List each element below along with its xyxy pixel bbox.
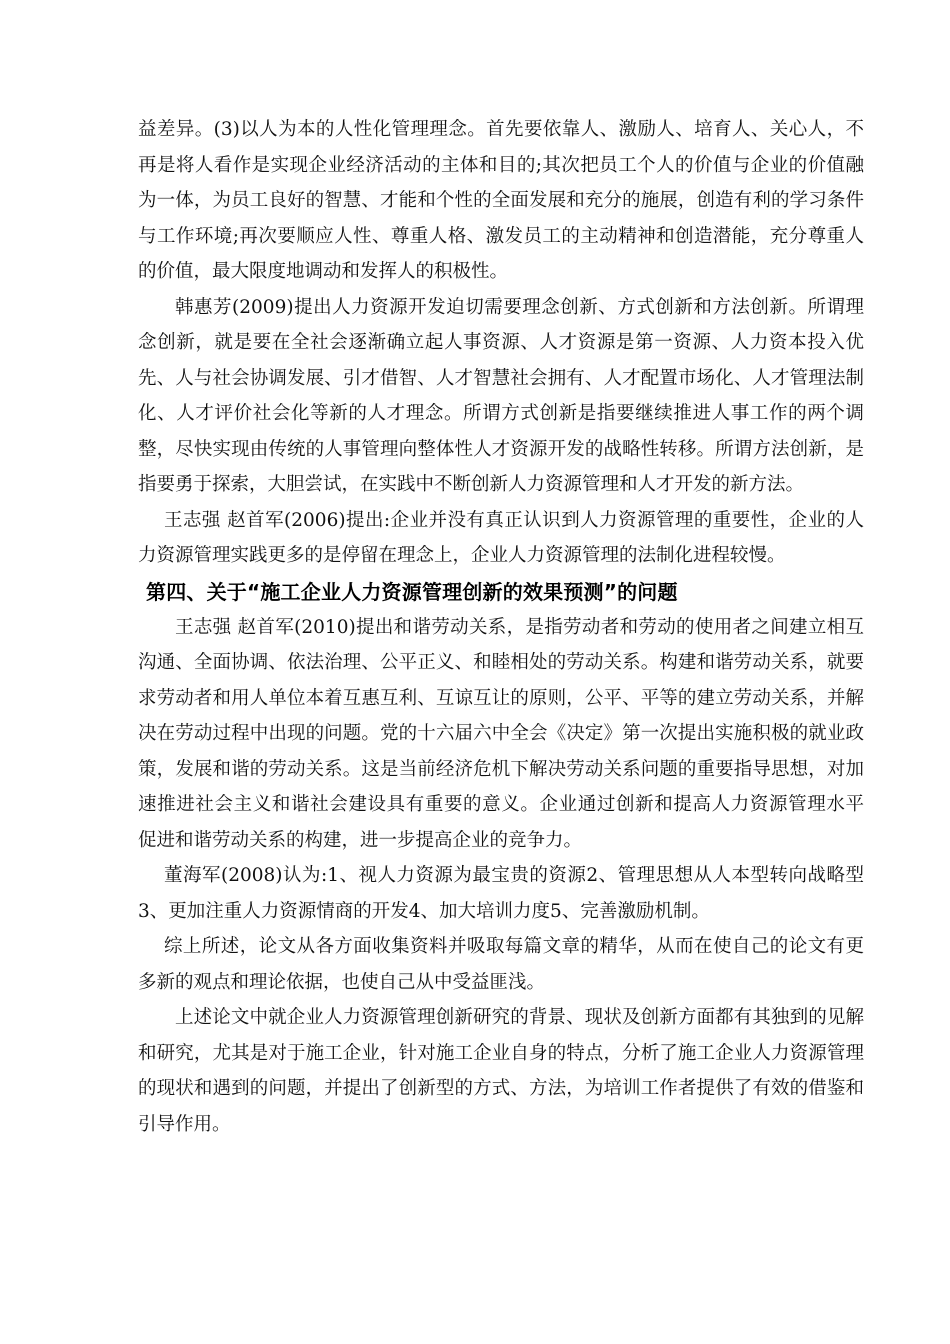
- paragraph-han-huifang: 韩惠芳(2009)提出人力资源开发迫切需要理念创新、方式创新和方法创新。所谓理念创新，就是要在全社会逐渐确立起人事资源、人才资源是第一资源、人力资本投入优先、人与社会协调发展、引才借智、人才智慧社会拥有、人才配置市场化、人才管理法制化、人才评价社会化等新的人才理念。所谓方式创新是指要继续推进人事工作的两个调整，尽快实现由传统的人事管理向整体性人才资源开发的战略性转移。所谓方法创新，是指要勇于探索，大胆尝试，在实践中不断创新人力资源管理和人才开发的新方法。: [138, 296, 864, 495]
- paragraph-wang-zhiqiang-2010: 王志强 赵首军(2010)提出和谐劳动关系，是指劳动者和劳动的使用者之间建立相互沟通、全面协调、依法治理、公平正义、和睦相处的劳动关系。构建和谐劳动关系，就要求劳动者和用人单位本着互惠互利、互谅互让的原则，公平、平等的建立劳动关系，并解决在劳动过程中出现的问题。党的十六届六中全会《决定》第一次提出实施积极的就业政策，发展和谐的劳动关系。这是当前经济危机下解决劳动关系问题的重要指导思想，对加速推进社会主义和谐社会建设具有重要的意义。企业通过创新和提高人力资源管理水平 促进和谐劳动关系的构建，进一步提高企业的竞争力。: [138, 616, 864, 851]
- document-body: [138, 112, 864, 1142]
- paragraph-wang-zhiqiang-2006: 王志强 赵首军(2006)提出:企业并没有真正认识到人力资源管理的重要性，企业的人力资源管理实践更多的是停留在理念上，企业人力资源管理的法制化进程较慢。: [138, 509, 864, 566]
- paragraph-conclusion: 上述论文中就企业人力资源管理创新研究的背景、现状及创新方面都有其独到的见解和研究，尤其是对于施工企业，针对施工企业自身的特点，分析了施工企业人力资源管理的现状和遇到的问题，并提出了创新型的方式、方法，为培训工作者提供了有效的借鉴和引导作用。: [138, 1007, 864, 1135]
- paragraph-summary: 综上所述，论文从各方面收集资料并吸取每篇文章的精华，从而在使自己的论文有更多新的观点和理论依据，也使自己从中受益匪浅。: [138, 936, 864, 993]
- paragraph-dong-haijun: 董海军(2008)认为:1、视人力资源为最宝贵的资源2、管理思想从人本型转向战略型3、更加注重人力资源情商的开发4、加大培训力度5、完善激励机制。: [138, 865, 864, 922]
- paragraph-continuation: 益差异。(3)以人为本的人性化管理理念。首先要依靠人、激励人、培育人、关心人，不再是将人看作是实现企业经济活动的主体和目的;其次把员工个人的价值与企业的价值融为一体，为员工良好的智慧、才能和个性的全面发展和充分的施展，创造有利的学习条件与工作环境;再次要顺应人性、尊重人格、激发员工的主动精神和创造潜能，充分尊重人的价值，最大限度地调动和发挥人的积极性。: [138, 119, 864, 282]
- section-heading: 第四、关于“施工企业人力资源管理创新的效果预测”的问题: [146, 579, 678, 604]
